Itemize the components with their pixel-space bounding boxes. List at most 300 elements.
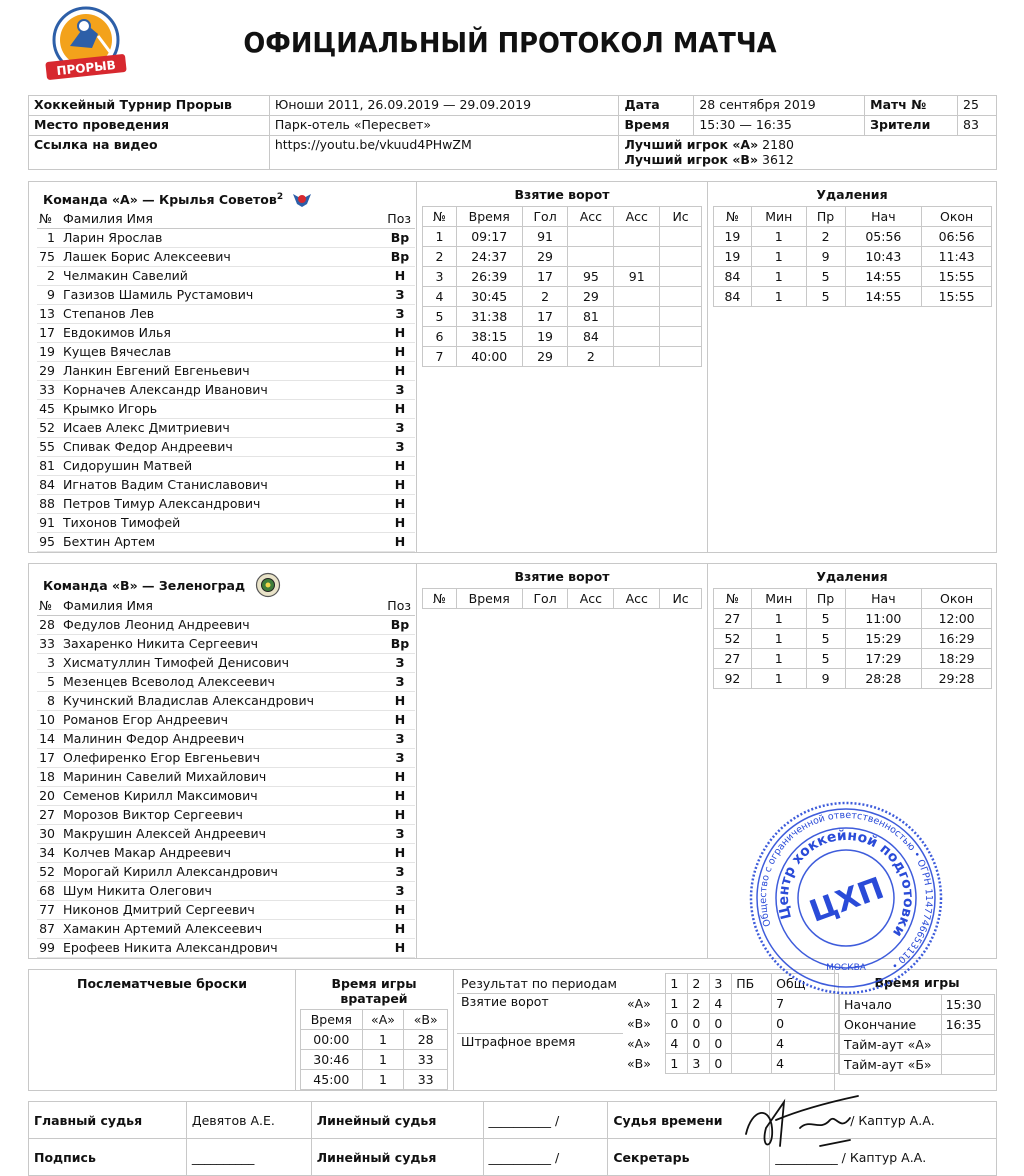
goal-row: [423, 327, 702, 347]
tournament-value: Юноши 2011, 26.09.2019 — 29.09.2019: [269, 96, 619, 116]
venue-value: Парк-отель «Пересвет»: [269, 116, 619, 136]
player-number: 9: [37, 285, 61, 304]
player-row: [37, 475, 415, 494]
goals-b-total: 0: [772, 1014, 839, 1034]
penalty-cell: 27: [714, 649, 752, 669]
goal-cell: 29: [522, 347, 568, 367]
player-number: 95: [37, 532, 61, 551]
goals-a-so: [732, 994, 772, 1014]
goals-b-p2: 0: [688, 1014, 710, 1034]
player-name: Кучинский Владислав Александрович: [61, 691, 385, 710]
player-row: [37, 266, 415, 285]
goal-cell: 30:45: [456, 287, 522, 307]
goalie-time-cell: 30:46: [301, 1050, 363, 1070]
goal-cell: 29: [568, 287, 614, 307]
goalie-time-cell: 33: [404, 1050, 448, 1070]
team-a-goals-title: Взятие ворот: [514, 187, 610, 202]
player-row: [37, 247, 415, 266]
player-name: Евдокимов Илья: [61, 323, 385, 342]
player-name: Исаев Алекс Дмитриевич: [61, 418, 385, 437]
goal-cell: [614, 247, 660, 267]
stamp-center: ЦХП: [805, 870, 889, 930]
player-row: [37, 532, 415, 551]
goal-cell: [614, 327, 660, 347]
penalty-header-cell: №: [714, 207, 752, 227]
player-number: 87: [37, 919, 61, 938]
spectators-value: 83: [958, 116, 997, 136]
penalty-cell: 1: [751, 669, 806, 689]
player-name: Маринин Савелий Михайлович: [61, 767, 385, 786]
player-number: 33: [37, 634, 61, 653]
penalty-header-cell: Мин: [751, 207, 806, 227]
goal-cell: 29: [522, 247, 568, 267]
goal-header-cell: Ис: [660, 589, 702, 609]
player-position: З: [385, 862, 415, 881]
match-label: Матч №: [865, 96, 958, 116]
goal-cell: [614, 347, 660, 367]
pen-a-total: 4: [772, 1034, 839, 1054]
goal-cell: 2: [522, 287, 568, 307]
venue-label: Место проведения: [29, 116, 270, 136]
date-value: 28 сентября 2019: [694, 96, 865, 116]
goal-row: [423, 227, 702, 247]
pen-a-p2: 0: [688, 1034, 710, 1054]
player-name: Шум Никита Олегович: [61, 881, 385, 900]
goal-cell: 91: [522, 227, 568, 247]
player-number: 2: [37, 266, 61, 285]
player-name: Хисматуллин Тимофей Денисович: [61, 653, 385, 672]
player-number: 14: [37, 729, 61, 748]
player-name: Бехтин Артем: [61, 532, 385, 551]
goal-cell: 26:39: [456, 267, 522, 287]
player-number: 30: [37, 824, 61, 843]
player-row: [37, 938, 415, 957]
player-position: З: [385, 748, 415, 767]
penalty-header-cell: Окон: [922, 207, 992, 227]
pen-a-p1: 4: [666, 1034, 688, 1054]
goalie-time-cell: 1: [362, 1030, 404, 1050]
player-name: Морозов Виктор Сергеевич: [61, 805, 385, 824]
goals-a-p1: 1: [666, 994, 688, 1014]
player-position: Н: [385, 786, 415, 805]
player-row: [37, 843, 415, 862]
player-number: 52: [37, 418, 61, 437]
pen-b-total: 4: [772, 1054, 839, 1074]
player-position: Н: [385, 532, 415, 551]
goalie-time-header-row: [301, 1010, 448, 1030]
player-number: 3: [37, 653, 61, 672]
player-row: [37, 710, 415, 729]
player-row: [37, 900, 415, 919]
player-name: Лашек Борис Алексеевич: [61, 247, 385, 266]
time-label: Время: [619, 116, 694, 136]
player-position: З: [385, 881, 415, 900]
goal-cell: [660, 347, 702, 367]
penalty-header-row: [714, 207, 992, 227]
penalty-cell: 05:56: [845, 227, 922, 247]
match-info-table: [28, 95, 997, 170]
goal-cell: 2: [423, 247, 457, 267]
goalie-time-table: [300, 1009, 448, 1090]
goalie-time-header-cell: «А»: [362, 1010, 404, 1030]
penalty-row: [714, 649, 992, 669]
team-b-penalties-title: Удаления: [816, 569, 888, 584]
goal-cell: [660, 247, 702, 267]
player-number: 91: [37, 513, 61, 532]
player-number: 68: [37, 881, 61, 900]
player-name: Никонов Дмитрий Сергеевич: [61, 900, 385, 919]
penalty-cell: 5: [806, 287, 845, 307]
player-number: 55: [37, 437, 61, 456]
player-row: [37, 729, 415, 748]
player-name: Малинин Федор Андреевич: [61, 729, 385, 748]
goal-cell: [660, 307, 702, 327]
player-position: З: [385, 304, 415, 323]
sign-label: Подпись: [29, 1139, 187, 1176]
goal-cell: [660, 287, 702, 307]
player-number: 18: [37, 767, 61, 786]
penalty-cell: 11:43: [922, 247, 992, 267]
player-name: Кущев Вячеслав: [61, 342, 385, 361]
penalty-cell: 1: [751, 267, 806, 287]
goals-a-p2: 2: [688, 994, 710, 1014]
goalie-time-header-cell: Время: [301, 1010, 363, 1030]
goalie-time-cell: 00:00: [301, 1030, 363, 1050]
stamp-inner-text: Центр хоккейной подготовки: [775, 827, 917, 940]
player-name: Сидорушин Матвей: [61, 456, 385, 475]
time-value: 15:30 — 16:35: [694, 116, 865, 136]
player-number: 29: [37, 361, 61, 380]
player-position: З: [385, 418, 415, 437]
player-position: Вр: [385, 615, 415, 634]
goal-row: [423, 287, 702, 307]
penalty-cell: 15:55: [922, 267, 992, 287]
player-number: 17: [37, 748, 61, 767]
penalty-row: [714, 267, 992, 287]
player-row: [37, 285, 415, 304]
player-row: [37, 399, 415, 418]
player-number: 17: [37, 323, 61, 342]
player-name: Челмакин Савелий: [61, 266, 385, 285]
goals-b-p1: 0: [666, 1014, 688, 1034]
player-position: Н: [385, 843, 415, 862]
player-position: Н: [385, 767, 415, 786]
goalie-time-cell: 1: [362, 1050, 404, 1070]
tournament-logo: [40, 6, 132, 84]
player-position: Н: [385, 938, 415, 957]
secretary-label: Секретарь: [608, 1139, 770, 1176]
team-b-logo-icon: [255, 572, 281, 598]
player-position: Н: [385, 361, 415, 380]
player-row: [37, 361, 415, 380]
player-number: 10: [37, 710, 61, 729]
goal-cell: 5: [423, 307, 457, 327]
period-1-header: 1: [666, 974, 688, 994]
goal-header-cell: Асс: [614, 589, 660, 609]
player-name: Степанов Лев: [61, 304, 385, 323]
line-referee-label: Линейный судья: [311, 1102, 483, 1139]
player-number: 52: [37, 862, 61, 881]
player-name: Спивак Федор Андреевич: [61, 437, 385, 456]
penalty-header-cell: №: [714, 589, 752, 609]
goal-cell: 6: [423, 327, 457, 347]
goalie-time-header-cell: «В»: [404, 1010, 448, 1030]
player-row: [37, 767, 415, 786]
player-row: [37, 418, 415, 437]
penalty-row: [714, 287, 992, 307]
penalty-cell: 10:43: [845, 247, 922, 267]
penalty-cell: 84: [714, 287, 752, 307]
goal-header-cell: Асс: [614, 207, 660, 227]
page-title: ОФИЦИАЛЬНЫЙ ПРОТОКОЛ МАТЧА: [243, 26, 777, 59]
main-referee-value: Девятов А.Е.: [186, 1102, 311, 1139]
player-row: [37, 380, 415, 399]
goalie-time-cell: 28: [404, 1030, 448, 1050]
player-position: Н: [385, 342, 415, 361]
player-number: 99: [37, 938, 61, 957]
player-name: Ерофеев Никита Александрович: [61, 938, 385, 957]
best-b-value: 3612: [762, 152, 794, 167]
signature: [740, 1088, 890, 1158]
player-number: 84: [37, 475, 61, 494]
player-row: [37, 323, 415, 342]
player-number: 81: [37, 456, 61, 475]
line-referee-2-value: __________ /: [483, 1139, 608, 1176]
goal-header-cell: Ис: [660, 207, 702, 227]
player-position: З: [385, 672, 415, 691]
player-position: Н: [385, 456, 415, 475]
player-row: [37, 634, 415, 653]
best-players: [619, 136, 997, 170]
date-label: Дата: [619, 96, 694, 116]
periods-title: Результат по периодам: [457, 974, 623, 994]
goal-cell: 3: [423, 267, 457, 287]
spectators-label: Зрители: [865, 116, 958, 136]
pen-b-so: [732, 1054, 772, 1074]
penalty-cell: 1: [751, 609, 806, 629]
end-label: Окончание: [840, 1015, 942, 1035]
goal-cell: 1: [423, 227, 457, 247]
penalty-cell: 19: [714, 227, 752, 247]
goal-cell: 09:17: [456, 227, 522, 247]
player-position: Н: [385, 919, 415, 938]
player-position: Н: [385, 691, 415, 710]
player-number: 34: [37, 843, 61, 862]
penalty-cell: 11:00: [845, 609, 922, 629]
player-row: [37, 881, 415, 900]
best-a-label: Лучший игрок «А»: [624, 137, 759, 152]
player-number: 45: [37, 399, 61, 418]
player-row: [37, 615, 415, 634]
player-row: [37, 437, 415, 456]
player-position: Вр: [385, 247, 415, 266]
player-name: Корначев Александр Иванович: [61, 380, 385, 399]
penalty-cell: 5: [806, 629, 845, 649]
penalty-cell: 29:28: [922, 669, 992, 689]
player-row: [37, 513, 415, 532]
match-value: 25: [958, 96, 997, 116]
game-time-title: Время игры: [874, 975, 960, 990]
pen-b-tag: «В»: [626, 1056, 651, 1071]
penalty-cell: 5: [806, 267, 845, 287]
team-b-penalties-table: [713, 588, 992, 689]
goal-cell: 19: [522, 327, 568, 347]
goals-b-p3: 0: [710, 1014, 732, 1034]
goal-header-cell: Асс: [568, 207, 614, 227]
penalty-cell: 27: [714, 609, 752, 629]
goals-b-tag: «В»: [626, 1016, 651, 1031]
line-referee-2-label: Линейный судья: [311, 1139, 483, 1176]
goal-cell: 4: [423, 287, 457, 307]
player-name: Семенов Кирилл Максимович: [61, 786, 385, 805]
player-row: [37, 919, 415, 938]
player-name: Газизов Шамиль Рустамович: [61, 285, 385, 304]
pen-b-p1: 1: [666, 1054, 688, 1074]
penalty-cell: 16:29: [922, 629, 992, 649]
best-b-label: Лучший игрок «В»: [624, 152, 759, 167]
penalty-label: Штрафное время: [457, 1034, 623, 1074]
player-position: З: [385, 437, 415, 456]
goal-header-cell: №: [423, 207, 457, 227]
stamp-outer-text: Общество с ограниченной ответственностью • ОГРН 1147746653110 •: [757, 809, 935, 972]
player-number: 20: [37, 786, 61, 805]
player-row: [37, 494, 415, 513]
goal-cell: 7: [423, 347, 457, 367]
team-a-panel: [28, 181, 997, 553]
timeout-b-label: Тайм-аут «Б»: [840, 1055, 942, 1075]
goalie-time-cell: 33: [404, 1070, 448, 1090]
official-stamp: [748, 800, 944, 996]
goals-a-total: 7: [772, 994, 839, 1014]
timeout-a-label: Тайм-аут «А»: [840, 1035, 942, 1055]
penalty-header-cell: Пр: [806, 207, 845, 227]
player-row: [37, 691, 415, 710]
goal-cell: 84: [568, 327, 614, 347]
player-name: Макрушин Алексей Андреевич: [61, 824, 385, 843]
player-position: Н: [385, 323, 415, 342]
player-position: Вр: [385, 228, 415, 247]
team-b-goals-title: Взятие ворот: [514, 569, 610, 584]
start-label: Начало: [840, 995, 942, 1015]
penalty-header-row: [714, 589, 992, 609]
penalty-cell: 2: [806, 227, 845, 247]
penalty-cell: 1: [751, 649, 806, 669]
pen-b-p2: 3: [688, 1054, 710, 1074]
penalty-cell: 92: [714, 669, 752, 689]
player-row: [37, 748, 415, 767]
penalty-cell: 1: [751, 227, 806, 247]
main-referee-label: Главный судья: [29, 1102, 187, 1139]
team-b-roster: [37, 596, 415, 958]
pen-a-so: [732, 1034, 772, 1054]
goal-row: [423, 347, 702, 367]
player-number: 75: [37, 247, 61, 266]
tournament-label: Хоккейный Турнир Прорыв: [29, 96, 270, 116]
player-number: 33: [37, 380, 61, 399]
player-name: Тихонов Тимофей: [61, 513, 385, 532]
player-position: Н: [385, 805, 415, 824]
period-total-header: Общ: [772, 974, 839, 994]
goal-cell: 24:37: [456, 247, 522, 267]
goal-header-cell: Гол: [522, 207, 568, 227]
player-position: Н: [385, 494, 415, 513]
player-row: [37, 862, 415, 881]
player-position: З: [385, 824, 415, 843]
player-name: Хамакин Артемий Алексеевич: [61, 919, 385, 938]
penalty-cell: 1: [751, 247, 806, 267]
player-row: [37, 456, 415, 475]
roster-header: [37, 209, 415, 228]
goalie-time-cell: 45:00: [301, 1070, 363, 1090]
player-position: З: [385, 380, 415, 399]
team-a-penalties-title: Удаления: [816, 187, 888, 202]
goals-label: Взятие ворот: [461, 994, 549, 1009]
video-link[interactable]: https://youtu.be/vkuud4PHwZM: [269, 136, 619, 170]
player-position: З: [385, 653, 415, 672]
video-label: Ссылка на видео: [29, 136, 270, 170]
goal-cell: 95: [568, 267, 614, 287]
penalty-cell: 84: [714, 267, 752, 287]
best-a-value: 2180: [762, 137, 794, 152]
player-number: 13: [37, 304, 61, 323]
player-name: Захаренко Никита Сергеевич: [61, 634, 385, 653]
goal-cell: [660, 267, 702, 287]
roster-header: [37, 596, 415, 615]
player-name: Ланкин Евгений Евгеньевич: [61, 361, 385, 380]
secretary-value: __________ / Каптур А.А.: [770, 1139, 997, 1176]
player-position: Н: [385, 475, 415, 494]
team-a-sup: 2: [276, 191, 284, 202]
pen-a-p3: 0: [710, 1034, 732, 1054]
player-name: Морогай Кирилл Александрович: [61, 862, 385, 881]
roster-name-header: Фамилия Имя: [61, 209, 385, 228]
player-number: 19: [37, 342, 61, 361]
goal-cell: 91: [614, 267, 660, 287]
player-name: Петров Тимур Александрович: [61, 494, 385, 513]
end-value: 16:35: [941, 1015, 994, 1035]
goal-cell: [660, 327, 702, 347]
pen-b-p3: 0: [710, 1054, 732, 1074]
player-row: [37, 228, 415, 247]
goal-header-cell: Асс: [568, 589, 614, 609]
player-number: 27: [37, 805, 61, 824]
player-row: [37, 653, 415, 672]
penalty-cell: 19: [714, 247, 752, 267]
player-position: Н: [385, 399, 415, 418]
player-name: Крымко Игорь: [61, 399, 385, 418]
player-row: [37, 805, 415, 824]
player-position: З: [385, 285, 415, 304]
player-position: Н: [385, 900, 415, 919]
goalie-time-row: [301, 1050, 448, 1070]
timekeeper-value: / Каптур А.А.: [770, 1102, 997, 1139]
penalty-cell: 17:29: [845, 649, 922, 669]
team-b-title: Команда «В» — Зеленоград: [43, 578, 246, 593]
penalty-row: [714, 629, 992, 649]
penalty-header-cell: Нач: [845, 207, 922, 227]
player-name: Федулов Леонид Андреевич: [61, 615, 385, 634]
goal-cell: [614, 227, 660, 247]
pen-a-tag: «А»: [626, 1036, 651, 1051]
penalty-cell: 5: [806, 609, 845, 629]
goal-row: [423, 307, 702, 327]
player-number: 5: [37, 672, 61, 691]
player-name: Колчев Макар Андреевич: [61, 843, 385, 862]
penalty-cell: 5: [806, 649, 845, 669]
player-position: Н: [385, 710, 415, 729]
penalty-cell: 14:55: [845, 267, 922, 287]
penalty-cell: 52: [714, 629, 752, 649]
